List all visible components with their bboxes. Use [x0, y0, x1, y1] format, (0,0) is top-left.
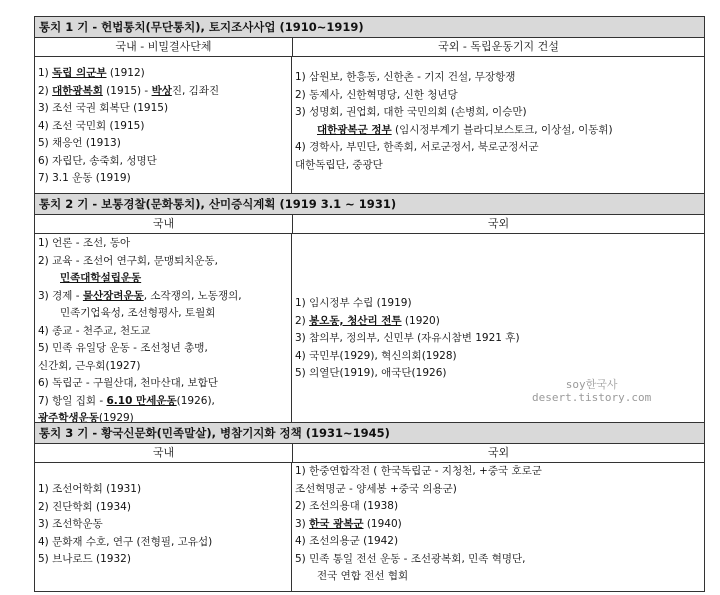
list-item: 2) 동제사, 신한혁명당, 신한 청년당 — [295, 88, 458, 101]
list-item: 1) 조선어학회 (1931) — [38, 483, 142, 495]
list-item: 3) 조선 국권 회복단 (1915) — [38, 102, 169, 114]
watermark-line-1: soy한국사 — [565, 378, 618, 391]
list-item: 1) 임시정부 수립 (1919) — [295, 297, 412, 309]
list-item: 7) 3.1 운동 (1919) — [38, 172, 131, 184]
period-2-domestic-list — [35, 234, 292, 422]
list-item: 3) 참의부, 정의부, 신민부 (자유시참변 1921 후) — [295, 332, 520, 344]
list-item: 2) 대한광복회 (1915) - 박상진, 김좌진 — [38, 84, 220, 97]
list-item: 2) 조선의용대 (1938) — [295, 500, 399, 512]
period-1-subheader — [35, 38, 704, 57]
period-1-content — [35, 57, 704, 194]
list-item: 2) 봉오동, 청산리 전투 (1920) — [295, 314, 440, 327]
period-1-domestic-heading: 국내 - 비밀결사단체 — [35, 38, 293, 56]
period-1-domestic-list — [35, 57, 292, 193]
period-1-abroad-heading: 국외 - 독립운동기지 건설 — [438, 40, 559, 53]
list-item: 6) 자립단, 송죽회, 성명단 — [38, 154, 157, 167]
list-item: 민족기업육성, 조선형평사, 토월회 — [60, 307, 216, 319]
list-item: 3) 성명회, 권업회, 대한 국민의회 (손병희, 이승만) — [295, 106, 527, 118]
list-item: 4) 국민부(1929), 혁신의회(1928) — [295, 349, 457, 362]
period-3-abroad-heading: 국외 — [487, 446, 510, 459]
list-item: 5) 채응언 (1913) — [38, 137, 121, 149]
list-item: 1) 삼원보, 한흥동, 신한촌 - 기지 건설, 무장항쟁 — [295, 71, 516, 83]
period-2-subheader — [35, 215, 704, 234]
list-item: 전국 연합 전선 협회 — [317, 570, 409, 582]
list-item: 5) 민족 유일당 운동 - 조선청년 총맹, — [38, 342, 208, 354]
period-1-abroad-list — [292, 57, 704, 193]
list-item: 5) 민족 통일 전선 운동 - 조선광복회, 민족 혁명단, — [295, 552, 526, 565]
list-item: 조선혁명군 - 양세봉 +중국 의용군) — [295, 482, 457, 495]
period-1-title: 통치 1 기 - 헌법통치(무단통치), 토지조사사업 (1910~1919) — [35, 17, 704, 38]
list-item: 3) 경제 - 물산장려운동, 소작쟁의, 노동쟁의, — [38, 289, 242, 302]
period-3-domestic-list — [35, 463, 292, 591]
list-item: 대한광복군 정부 (임시정부계기 블라디보스토크, 이상설, 이동휘) — [317, 123, 613, 136]
list-item: 7) 항일 집회 - 6.10 만세운동(1926), — [38, 394, 215, 407]
list-item: 4) 조선의용군 (1942) — [295, 535, 399, 547]
list-item: 2) 진단학회 (1934) — [38, 500, 131, 513]
watermark-line-2: desert.tistory.com — [532, 391, 652, 404]
list-item: 1) 독립 의군부 (1912) — [38, 67, 145, 79]
list-item: 대한독립단, 중광단 — [295, 158, 383, 171]
period-2-title: 통치 2 기 - 보통경찰(문화통치), 산미증식계획 (1919 3.1 ~ 1931) — [35, 194, 704, 215]
list-item: 4) 종교 - 천주교, 천도교 — [38, 324, 151, 337]
period-3-domestic-heading: 국내 — [35, 444, 293, 462]
period-2-domestic-heading: 국내 — [35, 215, 293, 233]
list-item: 4) 조선 국민회 (1915) — [38, 119, 145, 132]
period-3-content — [35, 463, 704, 591]
watermark — [532, 378, 651, 404]
list-item: 5) 의열단(1919), 애국단(1926) — [295, 367, 447, 379]
list-item: 5) 브나로드 (1932) — [38, 553, 131, 565]
list-item: 1) 한중연합작전 ( 한국독립군 - 지청천, +중국 호로군 — [295, 465, 542, 477]
period-3-abroad-list — [292, 463, 704, 591]
list-item: 4) 경학사, 부민단, 한족회, 서로군정서, 북로군정서군 — [295, 141, 539, 153]
history-table — [34, 16, 705, 592]
list-item: 4) 문화재 수호, 연구 (전형필, 고유섭) — [38, 535, 213, 548]
list-item: 1) 언론 - 조선, 동아 — [38, 237, 131, 249]
list-item: 광주학생운동(1929) — [38, 412, 134, 422]
list-item: 민족대학설립운동 — [60, 272, 142, 284]
list-item: 신간회, 근우회(1927) — [38, 359, 141, 372]
list-item: 2) 교육 - 조선어 연구회, 문맹퇴치운동, — [38, 254, 218, 267]
list-item: 6) 독립군 - 구월산대, 천마산대, 보합단 — [38, 377, 218, 389]
period-2-abroad-heading: 국외 — [487, 217, 510, 230]
period-3-subheader — [35, 444, 704, 463]
list-item: 3) 한국 광복군 (1940) — [295, 517, 402, 530]
period-3-title: 통치 3 기 - 황국신문화(민족말살), 병참기지화 정책 (1931~1945) — [35, 423, 704, 444]
list-item: 3) 조선학운동 — [38, 518, 103, 530]
